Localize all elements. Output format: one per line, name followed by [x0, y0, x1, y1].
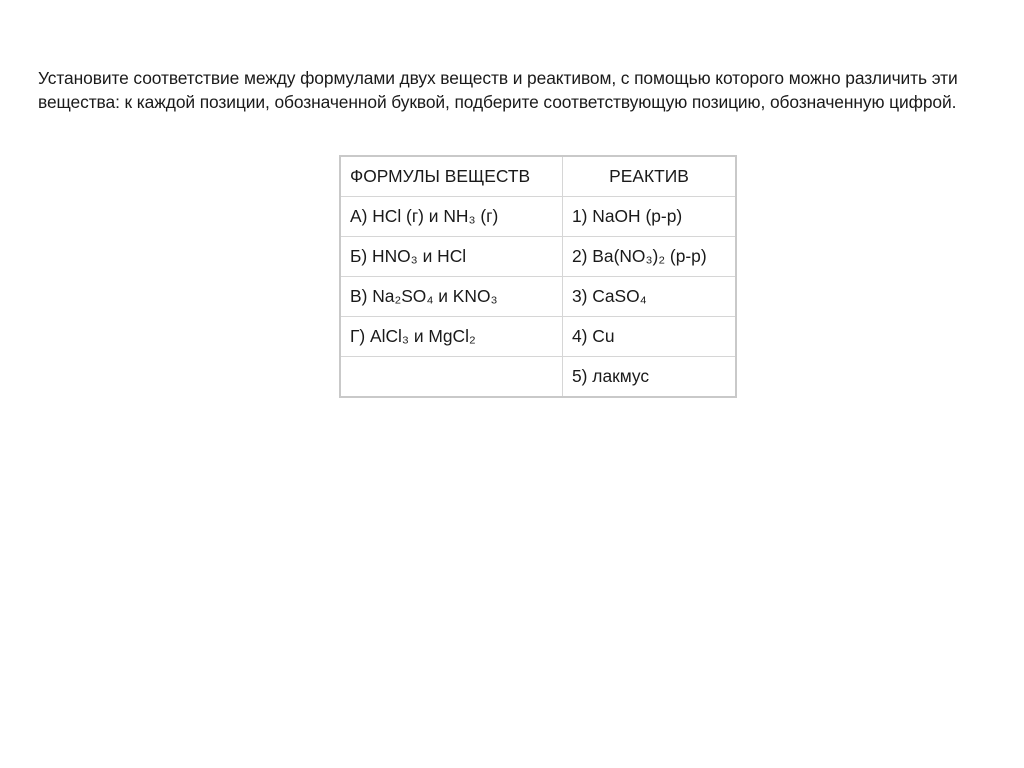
substance-cell: А) HCl (г) и NH₃ (г) — [340, 197, 563, 237]
substance-cell: Г) AlCl₃ и MgCl₂ — [340, 317, 563, 357]
table-row — [340, 197, 736, 237]
table-row — [340, 237, 736, 277]
table-row — [340, 317, 736, 357]
reagent-cell: 1) NaOH (р-р) — [563, 197, 737, 237]
reagent-cell: 5) лакмус — [563, 357, 737, 398]
matching-table — [339, 155, 737, 398]
substance-cell-empty — [340, 357, 563, 398]
substance-cell: Б) HNO₃ и HCl — [340, 237, 563, 277]
reagent-cell: 2) Ba(NO₃)₂ (р-р) — [563, 237, 737, 277]
reagent-cell: 3) CaSO₄ — [563, 277, 737, 317]
table-row — [340, 357, 736, 398]
table-row — [340, 277, 736, 317]
reagent-cell: 4) Cu — [563, 317, 737, 357]
table-header-row — [340, 156, 736, 197]
header-reagent: РЕАКТИВ — [563, 156, 737, 197]
task-instruction: Установите соответствие между формулами двух веществ и реактивом, с помощью которого можно различить эти вещества: к каждой позиции, обозначенной буквой, подберите соответствующую позицию, обозначенную цифрой. — [38, 68, 958, 112]
substance-cell: В) Na₂SO₄ и KNO₃ — [340, 277, 563, 317]
header-substances: ФОРМУЛЫ ВЕЩЕСТВ — [340, 156, 563, 197]
